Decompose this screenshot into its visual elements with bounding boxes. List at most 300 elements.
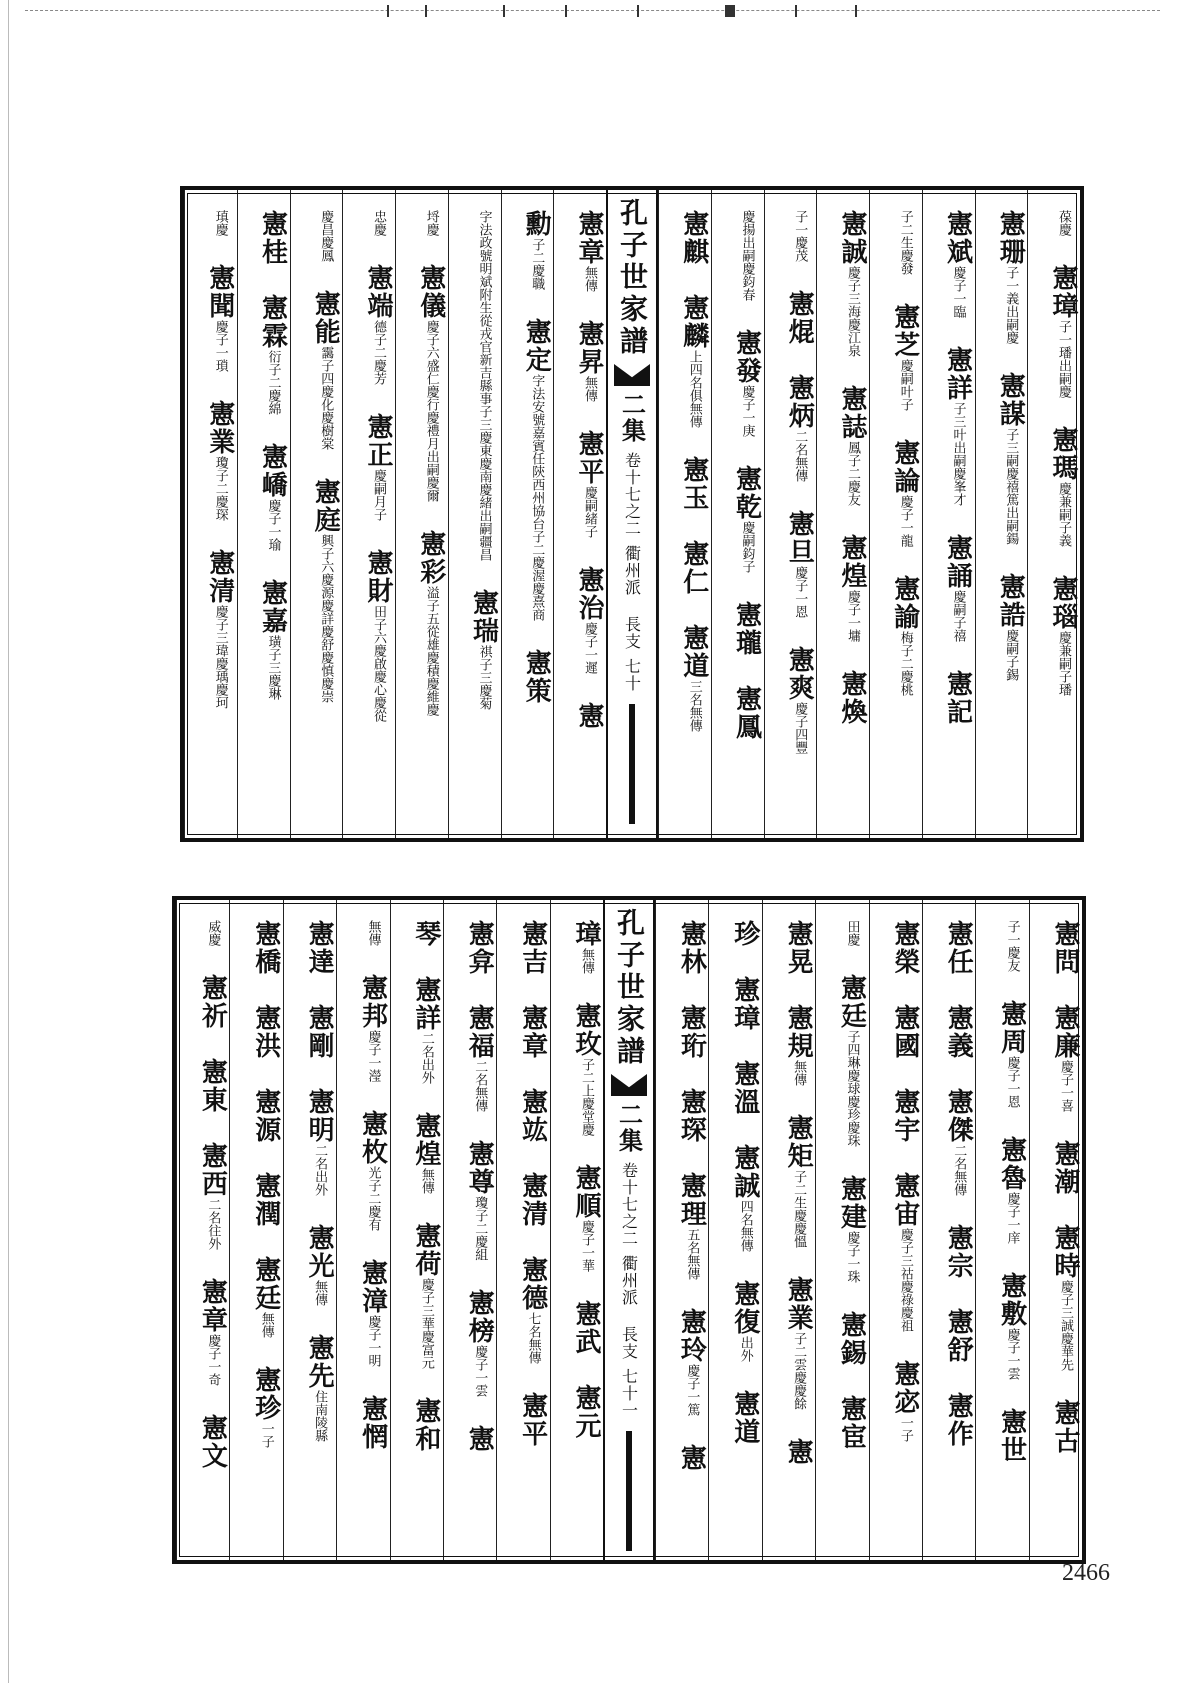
person-name: 憲桂	[257, 210, 288, 266]
person-name: 憲祈	[197, 974, 228, 1030]
person-name: 憲文	[197, 1414, 228, 1470]
person-note: 瑱慶	[212, 210, 228, 236]
person-name: 憲彩	[415, 530, 446, 586]
genealogy-entry	[416, 530, 446, 716]
person-name: 憲弇	[464, 920, 495, 976]
genealogy-entry	[1048, 575, 1078, 696]
person-name: 憲林	[676, 920, 707, 976]
person-name: 憲明	[304, 1088, 335, 1144]
genealogy-column	[762, 900, 815, 1560]
genealogy-entry	[730, 1144, 760, 1252]
genealogy-entry	[676, 1088, 706, 1144]
genealogy-column	[553, 190, 606, 838]
person-note: 子三嗣慶禧篤出嗣鍚	[1003, 428, 1019, 545]
genealogy-entry	[995, 573, 1025, 681]
genealogy-entry	[730, 1390, 760, 1446]
genealogy-entry	[251, 1256, 281, 1338]
genealogy-entry	[943, 1392, 973, 1448]
spine-bar	[629, 704, 635, 824]
person-note: 興子六慶源慶詳慶舒慶慎慶崇	[318, 534, 334, 703]
person-note: 慶子一明	[365, 1315, 381, 1367]
genealogy-column	[655, 900, 708, 1560]
person-name: 憲榜	[464, 1289, 495, 1345]
scan-mark	[503, 5, 505, 17]
person-name: 憲儀	[415, 264, 446, 320]
genealogy-entry	[304, 920, 334, 976]
genealogy-entry	[679, 294, 709, 428]
person-name: 憲先	[304, 1334, 335, 1390]
person-name: 憲誥	[995, 573, 1026, 629]
genealogy-entry	[358, 1110, 388, 1231]
scan-mark	[425, 5, 427, 17]
person-name: 憲西	[197, 1142, 228, 1198]
genealogy-entry	[837, 534, 867, 642]
genealogy-entry	[997, 1000, 1027, 1108]
genealogy-entry	[363, 210, 393, 236]
person-name: 憲舒	[943, 1308, 974, 1364]
genealogy-entry	[1050, 1399, 1080, 1455]
genealogy-column	[764, 190, 817, 838]
top-scan-marks	[25, 10, 1160, 19]
genealogy-entry	[310, 210, 340, 262]
genealogy-column	[496, 900, 549, 1560]
genealogy-column	[869, 900, 922, 1560]
person-note: 慶嗣月子	[371, 469, 386, 521]
genealogy-entry	[197, 920, 227, 946]
person-note: 子三叶出嗣慶峯才	[950, 402, 966, 506]
person-name: 憲建	[836, 1175, 867, 1231]
person-name: 憲璋	[1048, 264, 1078, 320]
genealogy-entry	[310, 290, 340, 450]
person-note: 慶子一庚	[739, 385, 755, 437]
genealogy-entry	[890, 1360, 920, 1442]
genealogy-column	[336, 900, 389, 1560]
person-note: 慶子一遲	[582, 622, 597, 674]
person-name: 憲玉	[678, 456, 709, 512]
volume-label: 卷十七之二	[622, 452, 642, 537]
person-note: 梅子二慶桃	[897, 631, 913, 696]
genealogy-entry	[837, 385, 867, 506]
genealogy-entry	[411, 1397, 441, 1453]
genealogy-entry	[943, 670, 973, 726]
person-note: 璜子三慶琳	[265, 635, 281, 700]
genealogy-entry	[943, 534, 973, 642]
person-name: 憲平	[517, 1392, 548, 1448]
person-name: 憲珍	[250, 1366, 281, 1422]
person-name: 憲章	[197, 1278, 228, 1334]
person-name: 憲正	[363, 413, 393, 469]
person-name: 憲琛	[676, 1088, 707, 1144]
genealogy-entry	[205, 400, 235, 521]
genealogy-entry	[258, 294, 288, 415]
genealogy-entry	[304, 1004, 334, 1060]
genealogy-entry	[521, 649, 551, 705]
genealogy-entry	[574, 566, 604, 674]
genealogy-entry	[304, 1224, 334, 1306]
person-note: 四名無傳	[737, 1200, 753, 1252]
person-name: 憲瑙	[1048, 575, 1078, 631]
person-note: 子四琳慶球慶珍慶珠	[844, 1030, 860, 1147]
person-name: 憲規	[783, 1004, 814, 1060]
person-name: 憲荷	[410, 1222, 441, 1278]
genealogy-column	[395, 190, 448, 838]
genealogy-entry	[310, 478, 340, 703]
person-note: 慶子一恩	[792, 566, 808, 618]
genealogy-entry	[943, 1224, 973, 1280]
person-note: 溢子五從雄慶積慶維慶	[423, 586, 439, 716]
genealogy-column	[816, 190, 869, 838]
person-note: 子二雲慶慶餘	[791, 1332, 807, 1410]
person-note: 慶子一雲	[472, 1345, 488, 1397]
genealogy-panel-top	[180, 186, 1084, 842]
genealogy-entry	[783, 1276, 813, 1410]
person-name: 憲武	[571, 1300, 601, 1356]
genealogy-entry	[784, 290, 814, 346]
person-name: 憲焜	[784, 290, 815, 346]
person-name: 憲廷	[836, 974, 867, 1030]
person-name: 憲剛	[304, 1004, 335, 1060]
genealogy-entry	[837, 1311, 867, 1367]
person-name: 珍	[729, 920, 760, 948]
person-note: 無傳	[258, 1312, 274, 1338]
person-name: 勳	[521, 210, 552, 238]
person-name: 憲霖	[257, 294, 288, 350]
genealogy-entry	[358, 920, 388, 946]
person-name: 憲珩	[676, 1004, 707, 1060]
genealogy-entry	[521, 210, 551, 290]
person-name: 憲矩	[783, 1114, 814, 1170]
person-name: 憲麟	[678, 294, 709, 350]
person-name: 憲元	[571, 1384, 601, 1440]
genealogy-entry	[679, 456, 709, 512]
genealogy-entry	[890, 303, 920, 411]
person-note: 子一慶友	[1004, 920, 1020, 972]
genealogy-entry	[837, 974, 867, 1147]
person-name: 憲清	[517, 1172, 548, 1228]
person-name: 憲	[464, 1425, 495, 1453]
person-name: 憲問	[1050, 920, 1080, 976]
person-note: 田慶	[844, 920, 860, 946]
collection-label: 二集	[614, 1102, 644, 1154]
person-name: 憲誦	[942, 534, 973, 590]
genealogy-entry	[304, 1088, 334, 1196]
genealogy-entry	[363, 413, 393, 521]
genealogy-entry	[1050, 920, 1080, 976]
genealogy-entry	[518, 920, 548, 976]
person-name: 憲諭	[889, 575, 920, 631]
person-note: 瓊子二慶琛	[212, 456, 228, 521]
genealogy-entry	[251, 1366, 281, 1448]
person-name: 憲誠	[837, 210, 867, 266]
person-note: 二名出外	[312, 1144, 328, 1196]
leaf-number: 七十	[622, 658, 642, 692]
person-name: 憲旦	[784, 510, 815, 566]
genealogy-entry	[197, 1142, 227, 1250]
person-note: 葆慶	[1056, 210, 1071, 236]
person-note: 慶子三華慶富元	[418, 1278, 434, 1369]
person-name: 憲章	[574, 210, 604, 266]
person-name: 憲乾	[731, 465, 762, 521]
genealogy-entry	[1048, 426, 1078, 547]
person-name: 憲時	[1050, 1224, 1080, 1280]
person-name: 憲治	[574, 566, 604, 622]
genealogy-entry	[784, 510, 814, 618]
genealogy-entry	[464, 920, 494, 976]
person-name: 憲定	[521, 318, 552, 374]
genealogy-column	[975, 900, 1028, 1560]
genealogy-entry	[571, 1384, 601, 1440]
person-name: 憲業	[204, 400, 235, 456]
genealogy-entry	[411, 1112, 441, 1194]
genealogy-column	[975, 190, 1028, 838]
person-note: 子一慶茂	[792, 210, 808, 262]
genealogy-entry	[205, 549, 235, 709]
person-name: 憲晃	[783, 920, 814, 976]
genealogy-entry	[837, 1175, 867, 1283]
person-name: 憲誌	[837, 385, 867, 441]
person-note: 一子	[897, 1416, 913, 1442]
scan-mark	[637, 5, 639, 17]
genealogy-entry	[890, 439, 920, 547]
person-note: 慶子三誠慶華先	[1058, 1280, 1073, 1371]
genealogy-column	[184, 190, 237, 838]
scan-mark	[855, 5, 857, 17]
person-name: 憲發	[731, 329, 762, 385]
person-name: 憲和	[410, 1397, 441, 1453]
genealogy-entry	[197, 1278, 227, 1386]
genealogy-entry	[679, 540, 709, 596]
person-note: 子一璠出嗣慶	[1056, 320, 1071, 398]
genealogy-entry	[1050, 1004, 1080, 1112]
person-note: 子二生慶發	[897, 210, 913, 275]
genealogy-entry	[197, 1058, 227, 1114]
genealogy-entry	[997, 1136, 1027, 1244]
genealogy-entry	[571, 1300, 601, 1356]
person-name: 憲煌	[410, 1112, 441, 1168]
person-name: 憲策	[521, 649, 552, 705]
person-note: 忠慶	[371, 210, 386, 236]
genealogy-entry	[251, 920, 281, 976]
genealogy-entry	[464, 1425, 494, 1453]
genealogy-entry	[679, 624, 709, 732]
person-name: 憲端	[363, 264, 393, 320]
person-name: 憲宇	[889, 1088, 920, 1144]
genealogy-column	[229, 900, 282, 1560]
person-note: 慶嗣緒子	[582, 486, 597, 538]
genealogy-entry	[464, 1289, 494, 1397]
genealogy-entry	[676, 1308, 706, 1416]
person-name: 憲珊	[995, 210, 1026, 266]
genealogy-entry	[469, 589, 499, 710]
person-name: 憲復	[729, 1280, 760, 1336]
genealogy-entry	[521, 318, 551, 621]
person-note: 慶子一墉	[845, 590, 860, 642]
person-note: 祺子三慶菊	[476, 645, 492, 710]
person-name: 憲詳	[942, 346, 973, 402]
person-note: 三名無傳	[686, 680, 702, 732]
person-note: 無傳	[365, 920, 381, 946]
person-name: 憲平	[574, 430, 604, 486]
person-name: 憲炳	[784, 374, 815, 430]
genealogy-entry	[783, 920, 813, 976]
person-name: 憲枚	[357, 1110, 388, 1166]
person-name: 憲詳	[410, 976, 441, 1032]
genealogy-entry	[464, 1140, 494, 1261]
genealogy-entry	[890, 920, 920, 976]
genealogy-column	[922, 900, 975, 1560]
collection-label: 二集	[617, 392, 647, 444]
genealogy-entry	[997, 1408, 1027, 1464]
genealogy-column	[550, 900, 603, 1560]
genealogy-entry	[197, 974, 227, 1030]
person-name: 憲榮	[889, 920, 920, 976]
person-name: 憲廷	[250, 1256, 281, 1312]
genealogy-entry	[469, 210, 499, 561]
person-note: 上四名俱無傳	[686, 350, 702, 428]
genealogy-entry	[518, 1392, 548, 1448]
genealogy-entry	[783, 1438, 813, 1466]
person-note: 無傳	[579, 948, 594, 974]
person-name: 憲芝	[889, 303, 920, 359]
person-name: 憲作	[943, 1392, 974, 1448]
genealogy-column	[711, 190, 764, 838]
person-note: 慶子一雲	[1004, 1328, 1020, 1380]
person-name: 憲能	[310, 290, 341, 346]
person-note: 字法政號明斌附生從戎官新吉縣事子三慶東慶南慶緒出嗣疆昌	[476, 210, 492, 561]
person-note: 子一義出嗣慶	[1003, 266, 1019, 344]
page-number: 2466	[1062, 1560, 1110, 1586]
person-name: 憲橋	[250, 920, 281, 976]
genealogy-entry	[943, 346, 973, 506]
person-name: 憲煌	[837, 534, 867, 590]
genealogy-entry	[784, 374, 814, 482]
genealogy-entry	[837, 1395, 867, 1451]
person-name: 憲財	[363, 549, 393, 605]
genealogy-column	[1027, 190, 1080, 838]
person-note: 二名無傳	[951, 1144, 967, 1196]
genealogy-entry	[837, 920, 867, 946]
person-name: 憲溫	[729, 1060, 760, 1116]
person-name: 憲爽	[784, 646, 815, 702]
genealogy-entry	[358, 1259, 388, 1367]
genealogy-column	[869, 190, 922, 838]
genealogy-entry	[676, 1444, 706, 1472]
person-name: 憲記	[942, 670, 973, 726]
person-name: 憲璋	[729, 976, 760, 1032]
genealogy-entry	[732, 601, 762, 657]
person-name: 憲廉	[1050, 1004, 1080, 1060]
person-note: 二名出外	[418, 1032, 434, 1084]
person-note: 慶嗣子錫	[1003, 629, 1019, 681]
genealogy-entry	[732, 685, 762, 741]
genealogy-entry	[574, 430, 604, 538]
genealogy-entry	[730, 1280, 760, 1362]
genealogy-entry	[943, 210, 973, 318]
genealogy-entry	[1048, 210, 1078, 236]
person-name: 憲周	[996, 1000, 1027, 1056]
person-name: 憲尊	[464, 1140, 495, 1196]
person-name: 憲宓	[889, 1360, 920, 1416]
person-name: 憲瑪	[1048, 426, 1078, 482]
genealogy-entry	[676, 1004, 706, 1060]
person-note: 二名無傳	[472, 1060, 488, 1112]
genealogy-entry	[574, 320, 604, 402]
genealogy-column	[815, 900, 868, 1560]
person-note: 出外	[737, 1336, 753, 1362]
genealogy-entry	[518, 1172, 548, 1228]
person-note: 慶兼嗣子義	[1056, 482, 1071, 547]
person-name: 憲誠	[729, 1144, 760, 1200]
genealogy-entry	[304, 1334, 334, 1442]
person-note: 慶子一恩	[1004, 1056, 1020, 1108]
genealogy-entry	[251, 1004, 281, 1060]
genealogy-entry	[251, 1172, 281, 1228]
person-name: 憲謀	[995, 372, 1026, 428]
person-name: 憲順	[571, 1164, 601, 1220]
person-note: 慶子一庠	[1004, 1192, 1020, 1244]
genealogy-column	[501, 190, 554, 838]
genealogy-entry	[837, 670, 867, 726]
person-note: 慶嗣子禧	[950, 590, 966, 642]
genealogy-entry	[730, 1060, 760, 1116]
genealogy-entry	[358, 974, 388, 1082]
person-name: 憲論	[889, 439, 920, 495]
genealogy-column	[342, 190, 395, 838]
genealogy-column	[708, 900, 761, 1560]
genealogy-entry	[679, 210, 709, 266]
person-name: 憲傑	[943, 1088, 974, 1144]
genealogy-entry	[416, 264, 446, 502]
person-note: 慶子一喜	[1058, 1060, 1073, 1112]
person-name: 憲清	[204, 549, 235, 605]
genealogy-entry	[571, 1002, 601, 1136]
genealogy-entry	[732, 210, 762, 301]
genealogy-entry	[411, 1222, 441, 1369]
person-note: 二名往外	[205, 1198, 221, 1250]
genealogy-entry	[197, 1414, 227, 1470]
spine-bar	[626, 1431, 632, 1551]
genealogy-entry	[943, 1088, 973, 1196]
genealogy-entry	[732, 465, 762, 573]
genealogy-entry	[416, 210, 446, 236]
genealogy-entry	[258, 443, 288, 551]
book-title: 孔子世家譜	[613, 908, 646, 1068]
scan-mark	[725, 5, 735, 17]
genealogy-entry	[890, 1004, 920, 1060]
person-name: 憲洪	[250, 1004, 281, 1060]
person-name: 憲錫	[836, 1311, 867, 1367]
person-note: 慶子一奇	[205, 1334, 221, 1386]
genealogy-column	[237, 190, 290, 838]
person-name: 憲仁	[678, 540, 709, 596]
person-name: 憲竑	[517, 1088, 548, 1144]
genealogy-panel-bottom	[172, 896, 1086, 1564]
person-name: 憲光	[304, 1224, 335, 1280]
person-note: 威慶	[205, 920, 221, 946]
genealogy-entry	[676, 1172, 706, 1280]
person-name: 憲道	[729, 1390, 760, 1446]
genealogy-entry	[837, 210, 867, 357]
person-note: 慶子三祜慶祿慶祖	[897, 1228, 913, 1332]
person-name: 憲業	[783, 1276, 814, 1332]
person-name: 憲道	[678, 624, 709, 680]
person-name: 憲瓏	[731, 601, 762, 657]
scan-mark	[795, 5, 797, 17]
page-spine	[606, 190, 658, 838]
person-note: 無傳	[791, 1060, 807, 1086]
person-note: 慶子六盛仁慶行慶禮月出嗣慶爾	[423, 320, 439, 502]
person-name: 憲庭	[310, 478, 341, 534]
